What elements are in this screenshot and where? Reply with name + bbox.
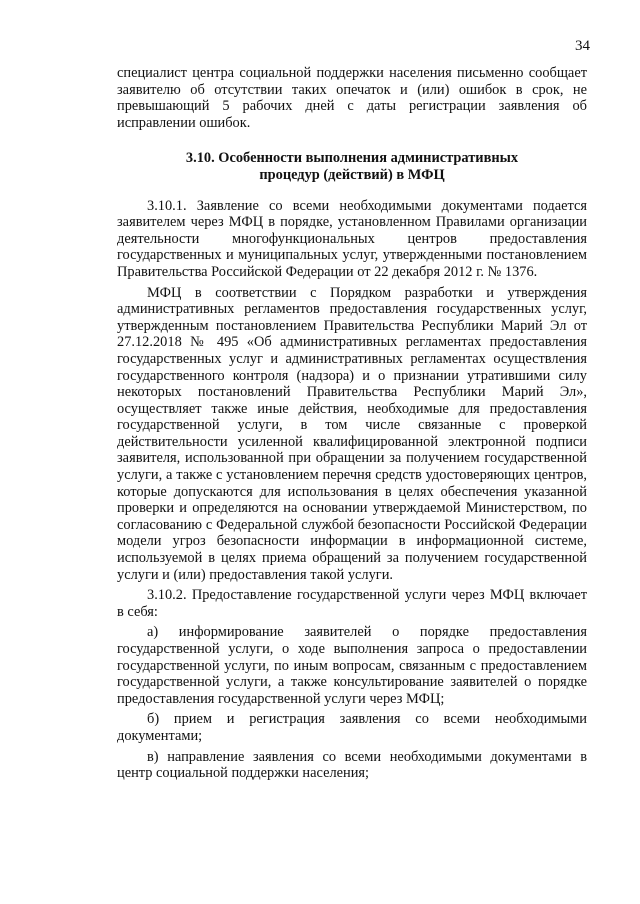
list-item-b: б) прием и регистрация заявления со всеми необходимыми документами; <box>117 711 587 744</box>
document-body <box>117 65 587 782</box>
section-heading-line-2: процедур (действий) в МФЦ <box>259 166 445 183</box>
list-item-a: а) информирование заявителей о порядке предоставления государственной услуги, о ходе выполнения запроса о предоставлении государственной услуги, по иным вопросам, связанным с предоставлением государственной услуги, а также консультирование заявителей о порядке предоставления государственной услуги через МФЦ; <box>117 624 587 707</box>
paragraph-mfc-actions: МФЦ в соответствии с Порядком разработки и утверждения административных регламентов предоставления государственных услуг, утвержденным постановлением Правительства Республики Марий Эл от 27.12.2018 № 495 «Об административных регламентах предоставления государственных услуг и административных регламентах осуществления государственного контроля (надзора) и о признании утратившими силу некоторых постановлений Правительства Республики Марий Эл», осуществляет также иные действия, необходимые для предоставления государственной услуги, в том числе связанные с проверкой действительности усиленной квалифицированной электронной подписи заявителя, использованной при обращении за получением государственной услуги, а также с установлением перечня средств удостоверяющих центров, которые допускаются для использования в целях обеспечения указанной проверки и определяются на основании утверждаемой Министерством, по согласованию с Федеральной службой безопасности Российской Федерации модели угроз безопасности информации в информационной системе, используемой в целях приема обращений за получением государственной услуги и (или) предоставления такой услуги. <box>117 284 587 583</box>
section-heading-line-1: 3.10. Особенности выполнения административных <box>185 150 519 167</box>
intro-paragraph: специалист центра социальной поддержки населения письменно сообщает заявителю об отсутствии таких опечаток и (или) ошибок в срок, не превышающий 5 рабочих дней с даты регистрации заявления об исправлении ошибок. <box>117 65 587 131</box>
page-number: 34 <box>575 38 590 54</box>
paragraph-3-10-1: 3.10.1. Заявление со всеми необходимыми документами подается заявителем через МФЦ в порядке, установленном Правилами организации деятельности многофункциональных центров предоставления государственных и муниципальных услуг, утвержденными постановлением Правительства Российской Федерации от 22 декабря 2012 г. № 1376. <box>117 197 587 280</box>
section-heading <box>117 150 587 183</box>
list-item-v: в) направление заявления со всеми необходимыми документами в центр социальной поддержки населения; <box>117 748 587 782</box>
paragraph-3-10-2: 3.10.2. Предоставление государственной услуги через МФЦ включает в себя: <box>117 587 587 620</box>
